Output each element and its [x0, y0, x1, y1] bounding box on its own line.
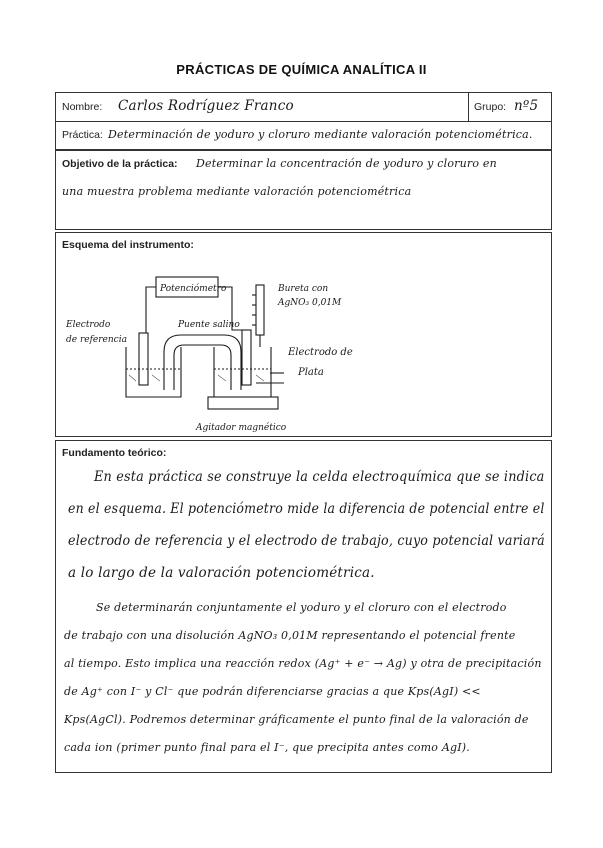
fundamento-box — [55, 440, 552, 773]
fundamento-label: Fundamento teórico: — [62, 447, 167, 459]
reference-electrode — [139, 333, 148, 385]
magnetic-stirrer — [208, 397, 278, 409]
beaker-left — [126, 347, 181, 397]
practica-value: Determinación de yoduro y cloruro mediante valoración potenciométrica. — [108, 128, 533, 141]
label-burette-1: Bureta con — [278, 284, 329, 294]
header-divider — [56, 121, 551, 122]
objetivo-box — [55, 150, 552, 230]
grupo-divider — [468, 93, 469, 121]
nombre-label: Nombre: — [62, 101, 103, 113]
burette — [256, 285, 264, 335]
esquema-label: Esquema del instrumento: — [62, 239, 194, 251]
fundamento-p1-line-4: a lo largo de la valoración potenciométrica. — [68, 565, 375, 581]
fundamento-p2-line-1: Se determinarán conjuntamente el yoduro y el cloruro con el electrodo — [96, 601, 507, 614]
page-title: PRÁCTICAS DE QUÍMICA ANALÍTICA II — [176, 62, 427, 77]
fundamento-p2-line-6: cada ion (primer punto final para el I⁻, que precipita antes como AgI). — [64, 741, 470, 754]
label-reference-2: de referencia — [66, 335, 127, 345]
label-burette-2: AgNO₃ 0,01M — [278, 298, 342, 308]
fundamento-p2-line-3: al tiempo. Esto implica una reacción redox (Ag⁺ + e⁻ → Ag) y otra de precipitación — [64, 657, 542, 670]
salt-bridge — [164, 335, 241, 390]
label-reference-1: Electrodo — [66, 320, 111, 330]
label-salt-bridge: Puente salino — [178, 320, 240, 330]
grupo-label: Grupo: — [474, 101, 507, 113]
fundamento-p1-line-3: electrodo de referencia y el electrodo de trabajo, cuyo potencial variará — [68, 533, 545, 549]
practica-label: Práctica: — [62, 129, 103, 141]
fundamento-p2-line-4: de Ag⁺ con I⁻ y Cl⁻ que podrán diferenciarse gracias a que Kps(AgI) << — [64, 685, 481, 698]
fundamento-p2-line-5: Kps(AgCl). Podremos determinar gráficamente el punto final de la valoración de — [64, 713, 529, 726]
fundamento-p1-line-1: En esta práctica se construye la celda electroquímica que se indica — [94, 469, 545, 485]
label-potentiometer: Potenciómetro — [160, 284, 227, 294]
objetivo-line-2: una muestra problema mediante valoración potenciométrica — [62, 185, 412, 198]
header-box — [55, 92, 552, 150]
label-silver-2: Plata — [298, 367, 324, 378]
instrument-diagram — [56, 255, 551, 435]
silver-electrode — [242, 330, 251, 385]
fundamento-p1-line-2: en el esquema. El potenciómetro mide la diferencia de potencial entre el — [68, 501, 545, 517]
objetivo-line-1: Determinar la concentración de yoduro y cloruro en — [196, 157, 497, 170]
nombre-value: Carlos Rodríguez Franco — [118, 98, 294, 114]
objetivo-label: Objetivo de la práctica: — [62, 158, 178, 170]
wire-left — [143, 287, 156, 333]
grupo-value: nº5 — [514, 98, 539, 114]
fundamento-p2-line-2: de trabajo con una disolución AgNO₃ 0,01M representando el potencial frente — [64, 629, 516, 642]
label-stirrer: Agitador magnético — [196, 423, 287, 433]
label-silver-1: Electrodo de — [288, 347, 353, 358]
esquema-box — [55, 232, 552, 437]
